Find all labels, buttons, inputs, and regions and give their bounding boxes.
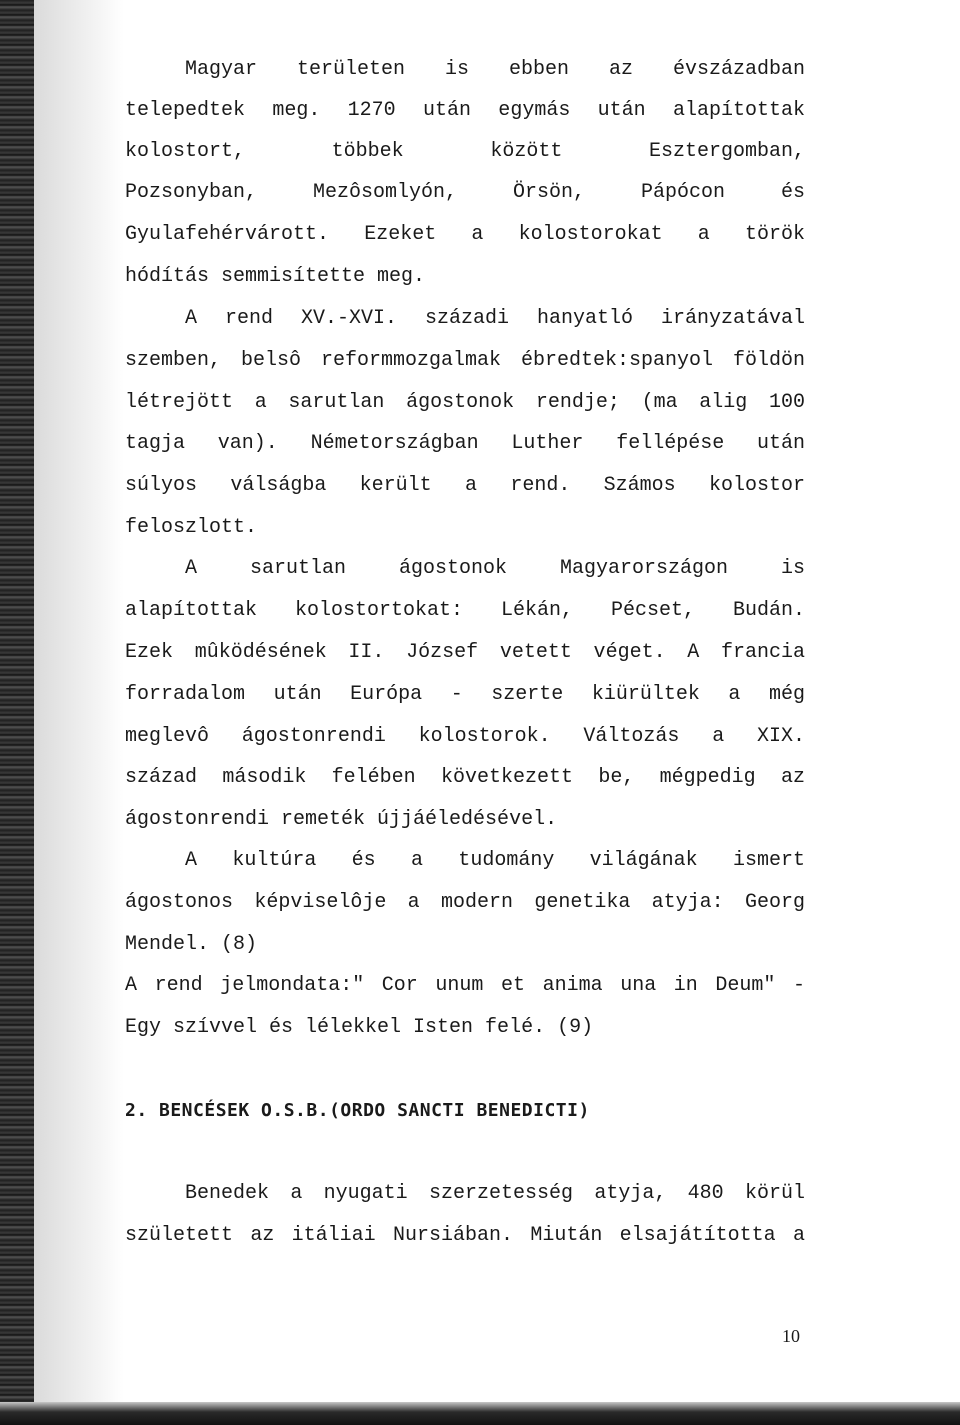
text-line: tagja van). Németországban Luther fellépése után <box>125 432 805 455</box>
text-line: súlyos válságba került a rend. Számos kolostor <box>125 474 805 497</box>
section-heading: 2. BENCÉSEK O.S.B.(ORDO SANCTI BENEDICTI) <box>125 1100 590 1121</box>
text-line: forradalom után Európa - szerte kiürültek a még <box>125 683 805 706</box>
text-line: Egy szívvel és lélekkel Isten felé. (9) <box>125 1016 594 1039</box>
text-line: meglevô ágostonrendi kolostorok. Változás a XIX. <box>125 725 805 748</box>
text-line: A rend jelmondata:" Cor unum et anima una in Deum" - <box>125 974 805 997</box>
text-line: század második felében következett be, mégpedig az <box>125 766 805 789</box>
page-number: 10 <box>782 1326 800 1346</box>
text-line: A rend XV.-XVI. századi hanyatló irányzatával <box>185 307 805 330</box>
text-line: telepedtek meg. 1270 után egymás után alapítottak <box>125 99 805 122</box>
text-line: született az itáliai Nursiában. Miután elsajátította a <box>125 1224 805 1247</box>
text-line: Gyulafehérvárott. Ezeket a kolostorokat a török <box>125 223 805 246</box>
text-line: hódítás semmisítette meg. <box>125 265 426 288</box>
text-line: Mendel. (8) <box>125 933 258 956</box>
text-line: kolostort, többek között Esztergomban, <box>125 140 805 163</box>
text-line: létrejött a sarutlan ágostonok rendje; (ma alig 100 <box>125 391 805 414</box>
text-line: A kultúra és a tudomány világának ismert <box>185 849 805 872</box>
text-line: Pozsonyban, Mezôsomlyón, Örsön, Pápócon és <box>125 181 805 204</box>
text-line: feloszlott. <box>125 516 258 539</box>
text-line: Ezek mûködésének II. József vetett véget. A francia <box>125 641 805 664</box>
text-line: Benedek a nyugati szerzetesség atyja, 480 körül <box>185 1182 805 1205</box>
text-line: A sarutlan ágostonok Magyarországon is <box>185 557 805 580</box>
text-line: ágostonrendi remeték újjáéledésével. <box>125 808 558 831</box>
text-line: ágostonos képviselôje a modern genetika atyja: Georg <box>125 891 805 914</box>
text-line: alapítottak kolostortokat: Lékán, Pécset, Budán. <box>125 599 805 622</box>
text-line: Magyar területen is ebben az évszázadban <box>185 58 805 81</box>
text-line: szemben, belsô reformmozgalmak ébredtek:spanyol földön <box>125 349 805 372</box>
